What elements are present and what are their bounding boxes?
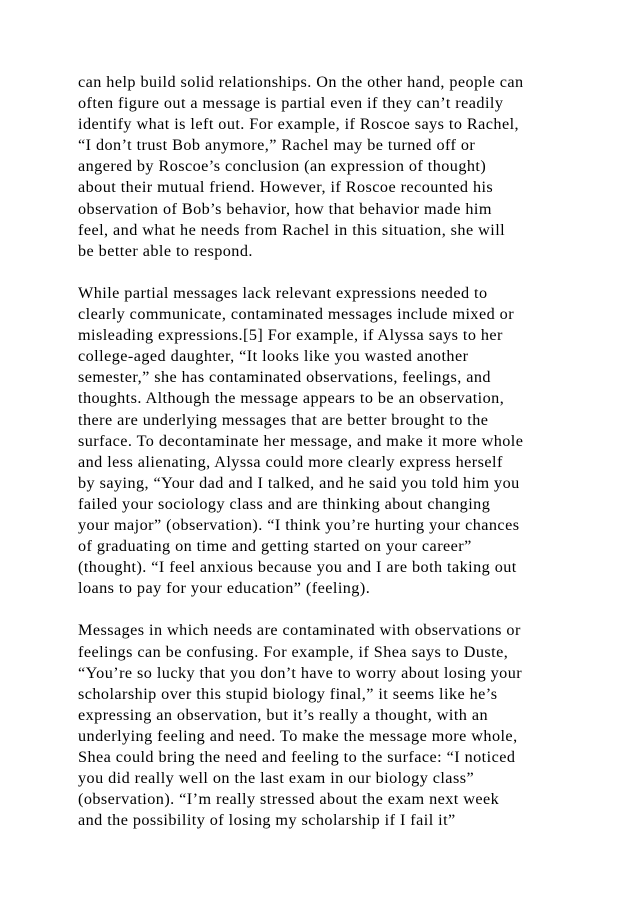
text-line: feel, and what he needs from Rachel in this situation, she will bbox=[78, 220, 506, 239]
text-line: Messages in which needs are contaminated with observations or bbox=[78, 621, 521, 640]
paragraph bbox=[78, 283, 578, 599]
text-line: by saying, “Your dad and I talked, and he said you told him you bbox=[78, 473, 520, 492]
text-line: failed your sociology class and are thinking about changing bbox=[78, 494, 491, 513]
text-line: identify what is left out. For example, if Roscoe says to Rachel, bbox=[78, 115, 520, 134]
text-line: clearly communicate, contaminated messages include mixed or bbox=[78, 305, 515, 324]
text-line: “You’re so lucky that you don’t have to worry about losing your bbox=[78, 663, 523, 682]
text-line: feelings can be confusing. For example, if Shea says to Duste, bbox=[78, 642, 509, 661]
text-line: semester,” she has contaminated observations, feelings, and bbox=[78, 368, 491, 387]
paragraph bbox=[78, 72, 578, 262]
text-line: “I don’t trust Bob anymore,” Rachel may be turned off or bbox=[78, 136, 476, 155]
text-line: misleading expressions.[5] For example, if Alyssa says to her bbox=[78, 326, 503, 345]
document-page bbox=[78, 72, 578, 831]
text-line: there are underlying messages that are better brought to the bbox=[78, 410, 489, 429]
text-line: about their mutual friend. However, if Roscoe recounted his bbox=[78, 178, 494, 197]
text-line: thoughts. Although the message appears to be an observation, bbox=[78, 389, 505, 408]
text-line: your major” (observation). “I think you’re hurting your chances bbox=[78, 515, 520, 534]
text-line: you did really well on the last exam in our biology class” bbox=[78, 769, 475, 788]
text-line: angered by Roscoe’s conclusion (an expression of thought) bbox=[78, 157, 487, 176]
paragraph-spacer bbox=[78, 262, 578, 283]
text-line: surface. To decontaminate her message, and make it more whole bbox=[78, 431, 524, 450]
text-line: scholarship over this stupid biology final,” it seems like he’s bbox=[78, 684, 498, 703]
paragraph-spacer bbox=[78, 599, 578, 620]
text-line: expressing an observation, but it’s really a thought, with an bbox=[78, 705, 489, 724]
paragraph bbox=[78, 620, 578, 831]
text-line: (thought). “I feel anxious because you and I are both taking out bbox=[78, 558, 517, 577]
text-line: While partial messages lack relevant expressions needed to bbox=[78, 283, 488, 302]
text-line: underlying feeling and need. To make the message more whole, bbox=[78, 726, 518, 745]
text-line: of graduating on time and getting started on your career” bbox=[78, 537, 472, 556]
text-line: and the possibility of losing my scholarship if I fail it” bbox=[78, 811, 456, 830]
text-line: (observation). “I’m really stressed about the exam next week bbox=[78, 790, 500, 809]
text-line: loans to pay for your education” (feeling). bbox=[78, 579, 371, 598]
text-line: and less alienating, Alyssa could more clearly express herself bbox=[78, 452, 503, 471]
text-line: often figure out a message is partial even if they can’t readily bbox=[78, 94, 504, 113]
text-line: observation of Bob’s behavior, how that behavior made him bbox=[78, 199, 492, 218]
text-line: Shea could bring the need and feeling to the surface: “I noticed bbox=[78, 748, 516, 766]
text-line: college-aged daughter, “It looks like you wasted another bbox=[78, 347, 469, 366]
text-line: can help build solid relationships. On the other hand, people can bbox=[78, 73, 524, 91]
text-line: be better able to respond. bbox=[78, 241, 253, 260]
